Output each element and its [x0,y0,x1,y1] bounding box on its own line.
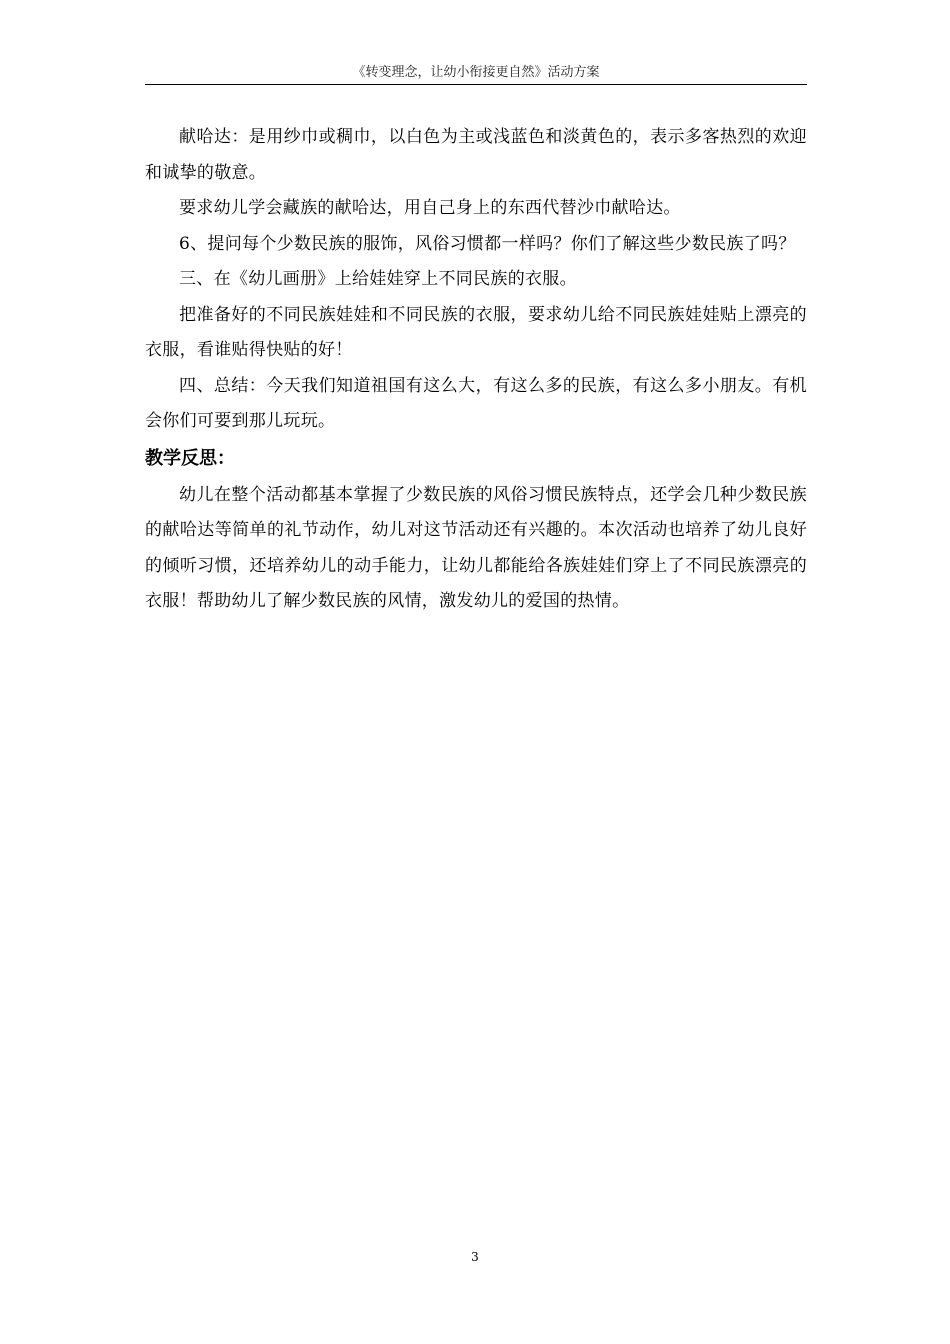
paragraph-question-6: 6、提问每个少数民族的服饰，风俗习惯都一样吗？你们了解这些少数民族了吗？ [179,233,796,254]
reflection-heading: 教学反思： [145,447,235,469]
paragraph-step-4-summary: 四、总结：今天我们知道祖国有这么大，有这么多的民族，有这么多小朋友。有机会你们可要到那儿玩玩。 [145,375,807,431]
paragraph-hada-requirement: 要求幼儿学会藏族的献哈达，用自己身上的东西代替沙巾献哈达。 [179,198,681,218]
page-number: 3 [471,1250,479,1264]
document-body [145,120,807,620]
header-divider [145,84,807,85]
paragraph-hada-definition: 献哈达：是用纱巾或稠巾，以白色为主或浅蓝色和淡黄色的，表示多客热烈的欢迎和诚挚的敬意。 [145,127,807,183]
paragraph-step-3-detail: 把准备好的不同民族娃娃和不同民族的衣服，要求幼儿给不同民族娃娃贴上漂亮的衣服，看谁贴得快贴的好！ [145,304,807,360]
paragraph-step-3: 三、在《幼儿画册》上给娃娃穿上不同民族的衣服。 [179,269,577,289]
running-header: 《转变理念，让幼小衔接更自然》活动方案 [352,65,600,80]
reflection-paragraph: 幼儿在整个活动都基本掌握了少数民族的风俗习惯民族特点，还学会几种少数民族的献哈达等简单的礼节动作，幼儿对这节活动还有兴趣的。本次活动也培养了幼儿良好的倾听习惯，还培养幼儿的动手能力，让幼儿都能给各族娃娃们穿上了不同民族漂亮的衣服！帮助幼儿了解少数民族的风情，激发幼儿的爱国的热情。 [145,484,807,611]
